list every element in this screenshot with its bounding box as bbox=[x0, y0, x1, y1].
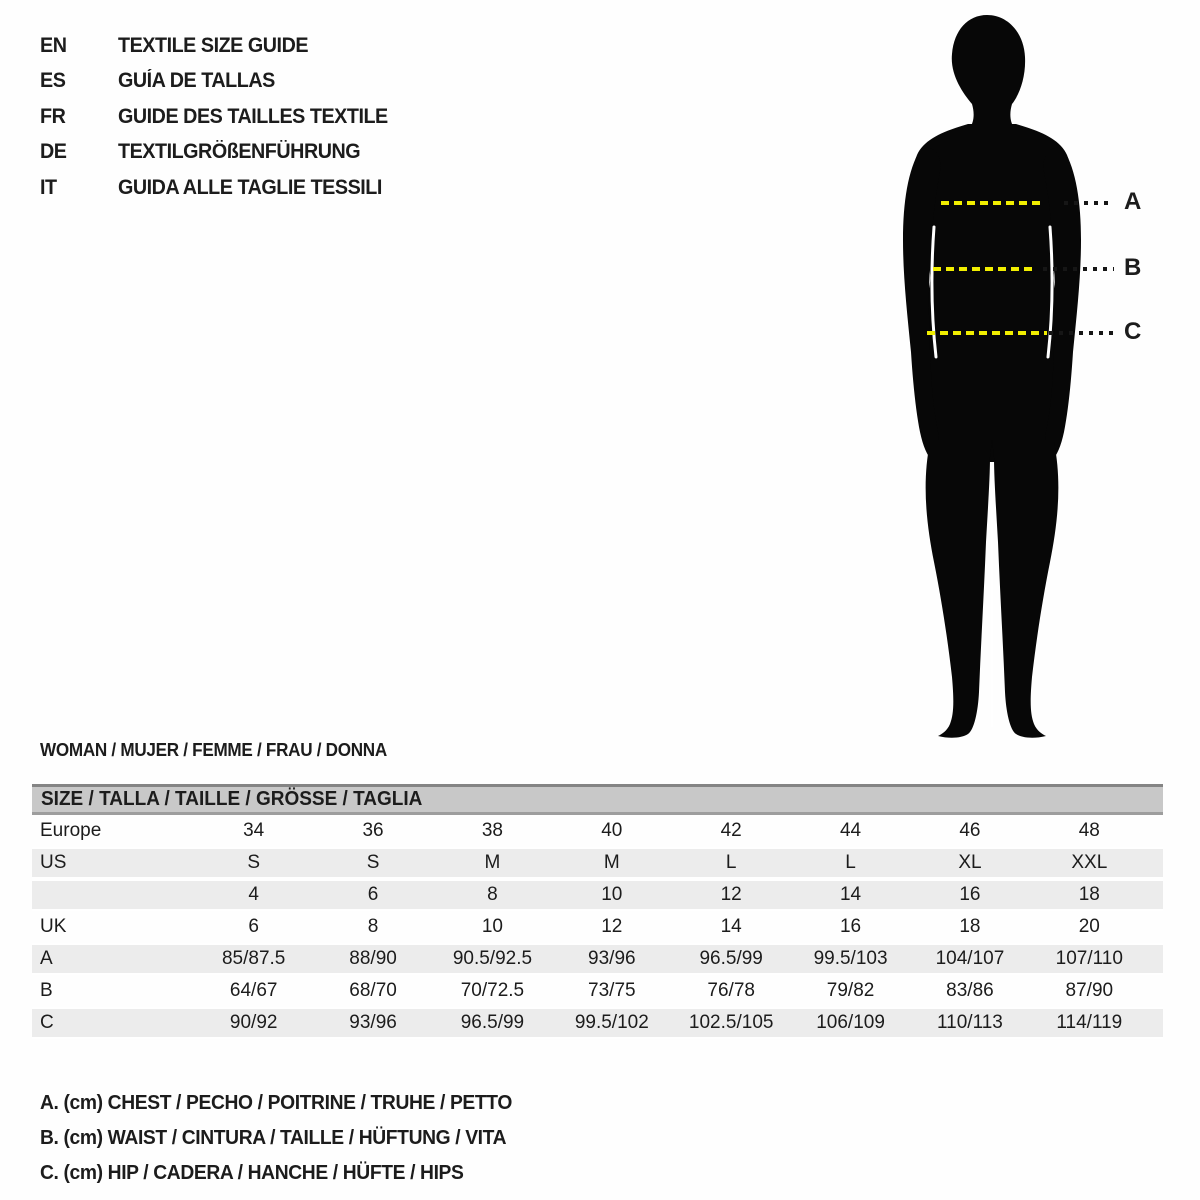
yellow-dashed-measure-line bbox=[927, 331, 1047, 335]
size-value: 10 bbox=[481, 916, 503, 937]
row-values bbox=[194, 1007, 1163, 1039]
row-label: UK bbox=[40, 916, 67, 937]
size-value: 107/110 bbox=[1055, 948, 1123, 969]
measurement-legend-line: C. (cm) HIP / CADERA / HANCHE / HÜFTE / HIPS bbox=[40, 1161, 464, 1184]
row-label: A bbox=[40, 948, 53, 969]
size-value: 99.5/102 bbox=[574, 1012, 649, 1033]
size-value: 34 bbox=[243, 820, 265, 841]
measure-label: C bbox=[1124, 318, 1142, 345]
size-value: 14 bbox=[720, 916, 742, 937]
size-value: 48 bbox=[1078, 820, 1100, 841]
guide-title-text: GUIDA ALLE TAGLIE TESSILI bbox=[118, 175, 382, 199]
language-title-list bbox=[40, 28, 405, 206]
size-value: L bbox=[725, 852, 737, 873]
size-value: 20 bbox=[1078, 916, 1100, 937]
language-code: DE bbox=[40, 140, 67, 164]
row-label bbox=[32, 879, 194, 911]
size-value: 18 bbox=[1078, 884, 1100, 905]
size-value: 46 bbox=[959, 820, 981, 841]
size-value: 36 bbox=[362, 820, 384, 841]
size-value: 90/92 bbox=[229, 1012, 278, 1033]
size-value: 106/109 bbox=[816, 1012, 885, 1033]
size-table bbox=[32, 784, 1163, 1039]
table-row bbox=[32, 815, 1163, 847]
measurement-legend-line: B. (cm) WAIST / CINTURA / TAILLE / HÜFTUNG / VITA bbox=[40, 1126, 507, 1149]
table-row bbox=[32, 847, 1163, 879]
size-value: 64/67 bbox=[229, 980, 278, 1001]
yellow-dashed-measure-line bbox=[933, 267, 1036, 271]
size-value: 73/75 bbox=[588, 980, 636, 1001]
size-value: 16 bbox=[959, 884, 981, 905]
language-code: FR bbox=[40, 104, 66, 128]
language-title-row bbox=[40, 64, 405, 100]
size-value: 104/107 bbox=[935, 948, 1005, 969]
table-row bbox=[32, 879, 1163, 911]
size-value: 44 bbox=[839, 820, 862, 841]
language-code: ES bbox=[40, 69, 66, 93]
measure-label: B bbox=[1124, 254, 1142, 281]
size-value: XXL bbox=[1071, 852, 1108, 873]
row-label: B bbox=[40, 980, 53, 1001]
size-value: 12 bbox=[601, 916, 623, 937]
size-value: 85/87.5 bbox=[221, 948, 286, 969]
row-values bbox=[194, 847, 1163, 879]
size-table-body bbox=[32, 815, 1163, 1039]
row-label: C bbox=[40, 1012, 54, 1033]
row-values bbox=[194, 815, 1163, 847]
language-title-row bbox=[40, 170, 405, 206]
row-values bbox=[194, 943, 1163, 975]
measurement-legend-line: A. (cm) CHEST / PECHO / POITRINE / TRUHE / PETTO bbox=[40, 1091, 512, 1114]
size-value: 38 bbox=[481, 820, 503, 841]
size-value: S bbox=[366, 852, 380, 873]
size-value: M bbox=[484, 852, 501, 873]
size-value: 87/90 bbox=[1065, 980, 1114, 1001]
language-code: EN bbox=[40, 33, 67, 57]
size-value: 10 bbox=[601, 884, 623, 905]
size-value: 4 bbox=[248, 884, 259, 905]
size-value: 18 bbox=[959, 916, 981, 937]
size-value: XL bbox=[958, 852, 982, 873]
table-row bbox=[32, 975, 1163, 1007]
black-dotted-leader-line bbox=[1049, 331, 1113, 335]
row-values bbox=[194, 879, 1163, 911]
size-value: 99.5/103 bbox=[813, 948, 888, 969]
language-title-row bbox=[40, 99, 405, 135]
yellow-dashed-measure-line bbox=[941, 201, 1041, 205]
size-value: 68/70 bbox=[349, 980, 397, 1001]
size-value: 102.5/105 bbox=[688, 1012, 774, 1033]
size-value: 93/96 bbox=[588, 948, 636, 969]
size-value: 14 bbox=[839, 884, 862, 905]
size-value: 76/78 bbox=[707, 980, 755, 1001]
guide-title-text: GUIDE DES TAILLES TEXTILE bbox=[118, 104, 388, 128]
size-value: 8 bbox=[367, 916, 379, 937]
table-row bbox=[32, 1007, 1163, 1039]
size-table-header-text: SIZE / TALLA / TAILLE / GRÖSSE / TAGLIA bbox=[41, 788, 423, 810]
size-value: 6 bbox=[367, 884, 379, 905]
size-table-header bbox=[32, 784, 1163, 815]
woman-silhouette-icon bbox=[900, 12, 1084, 738]
size-value: 90.5/92.5 bbox=[452, 948, 533, 969]
woman-silhouette-figure bbox=[900, 12, 1084, 738]
row-label: US bbox=[40, 852, 67, 873]
size-value: 6 bbox=[248, 916, 259, 937]
size-value: S bbox=[247, 852, 261, 873]
row-values bbox=[194, 975, 1163, 1007]
size-value: 79/82 bbox=[826, 980, 875, 1001]
row-values bbox=[194, 911, 1163, 943]
size-value: 42 bbox=[720, 820, 742, 841]
size-value: 96.5/99 bbox=[460, 1012, 525, 1033]
size-value: 88/90 bbox=[349, 948, 397, 969]
size-value: 114/119 bbox=[1056, 1012, 1123, 1033]
size-value: 12 bbox=[720, 884, 742, 905]
table-row bbox=[32, 943, 1163, 975]
row-label: Europe bbox=[40, 820, 102, 841]
size-value: 96.5/99 bbox=[699, 948, 763, 969]
language-code: IT bbox=[40, 175, 57, 199]
guide-title-text: TEXTILE SIZE GUIDE bbox=[118, 33, 309, 57]
size-value: 83/86 bbox=[946, 980, 994, 1001]
guide-title-text: TEXTILGRÖßENFÜHRUNG bbox=[118, 140, 361, 164]
language-title-row bbox=[40, 135, 405, 171]
guide-title-text: GUÍA DE TALLAS bbox=[118, 69, 275, 93]
measure-label: A bbox=[1124, 188, 1142, 215]
black-dotted-leader-line bbox=[1043, 267, 1114, 271]
size-value: 8 bbox=[487, 884, 498, 905]
group-title: WOMAN / MUJER / FEMME / FRAU / DONNA bbox=[40, 740, 387, 760]
black-dotted-leader-line bbox=[1064, 201, 1114, 205]
size-value: 40 bbox=[601, 820, 623, 841]
size-value: M bbox=[603, 852, 620, 873]
size-value: 70/72.5 bbox=[460, 980, 525, 1001]
size-value: L bbox=[845, 852, 856, 873]
size-value: 93/96 bbox=[349, 1012, 397, 1033]
measurement-legend bbox=[40, 1085, 542, 1190]
language-title-row bbox=[40, 28, 405, 64]
table-row bbox=[32, 911, 1163, 943]
size-value: 110/113 bbox=[937, 1012, 1003, 1033]
size-value: 16 bbox=[839, 916, 862, 937]
